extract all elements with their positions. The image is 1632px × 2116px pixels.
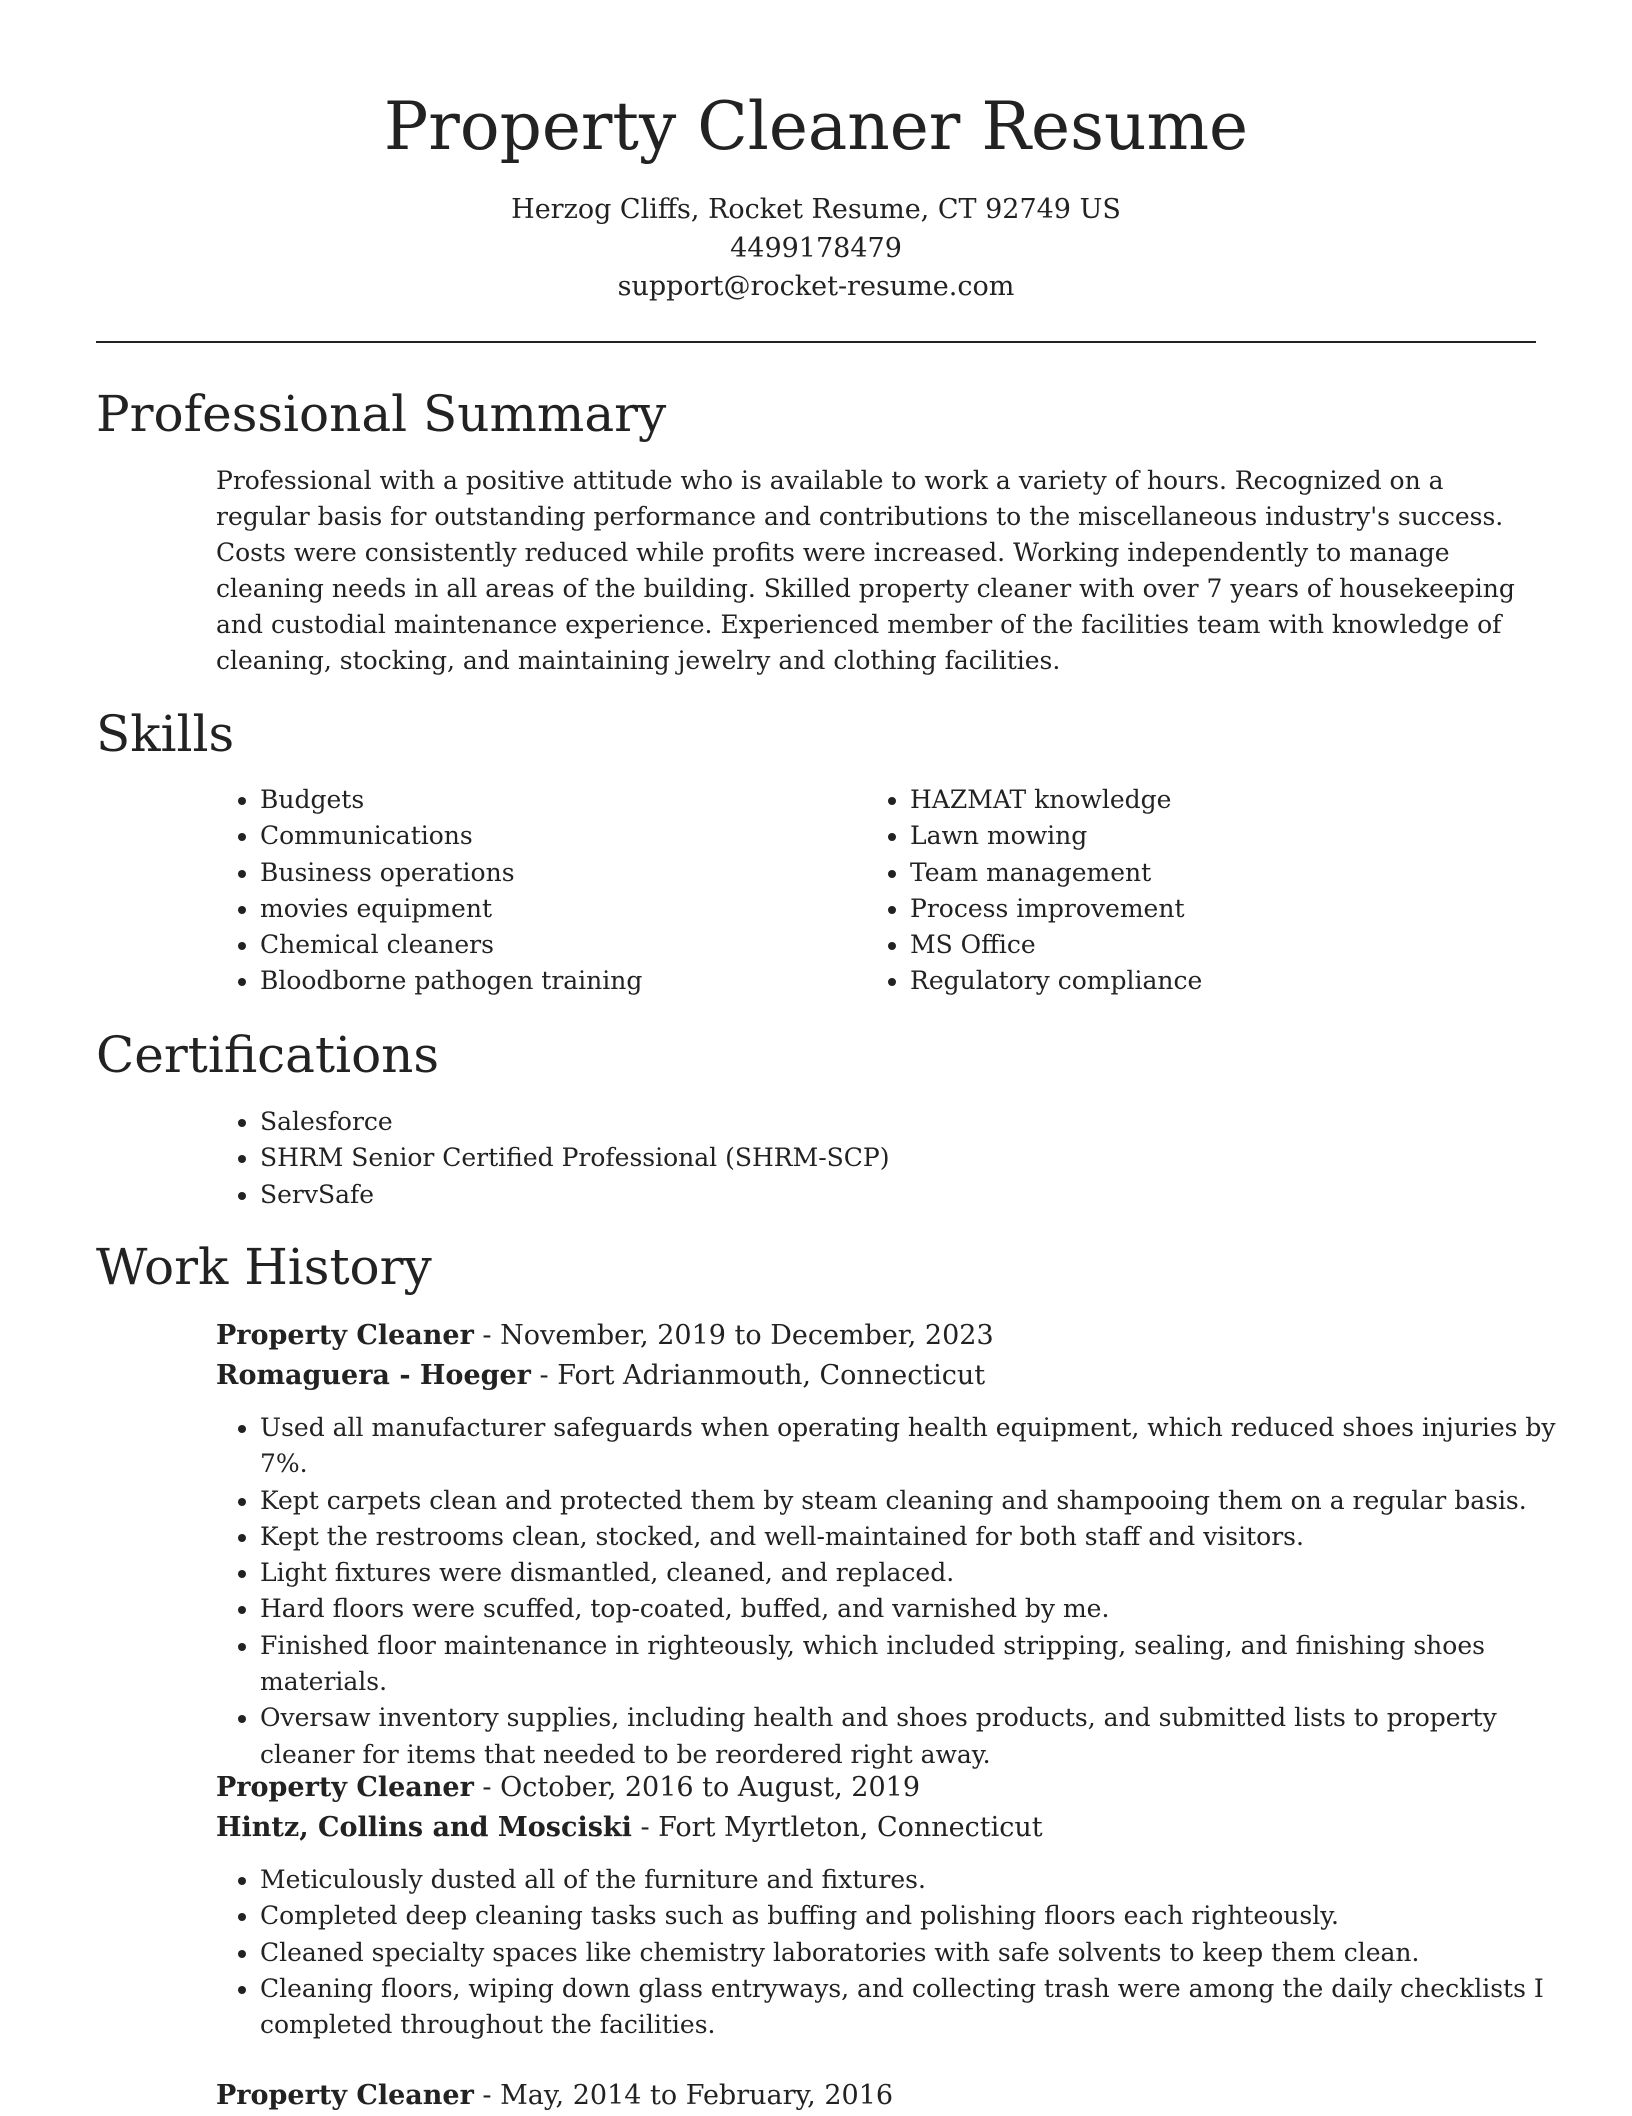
job-title-line: [216, 1316, 994, 1356]
job-company: Hintz, Collins and Mosciski: [216, 1812, 632, 1843]
skill-item: • HAZMAT knowledge: [910, 782, 1550, 818]
skill-item: • Lawn mowing: [910, 818, 1550, 854]
job-dates: November, 2019 to December, 2023: [500, 1320, 994, 1351]
certifications-list: [216, 1104, 1560, 1213]
job-location: Fort Myrtleton, Connecticut: [658, 1812, 1043, 1843]
skill-item: • Budgets: [260, 782, 860, 818]
separator: -: [631, 1812, 659, 1843]
job-bullet: • Cleaned specialty spaces like chemistry laboratories with safe solvents to keep them clean.: [260, 1935, 1580, 1971]
resume-title: Property Cleaner Resume: [383, 88, 1249, 165]
skill-item: • Team management: [910, 855, 1550, 891]
certification-item: • ServSafe: [260, 1177, 1560, 1213]
job-bullet: • Cleaning floors, wiping down glass entryways, and collecting trash were among the daily checklists I completed throughout the facilities.: [260, 1971, 1580, 2044]
job-bullets: [216, 1862, 1580, 2043]
summary-text: Professional with a positive attitude who is available to work a variety of hours. Recognized on a regular basis for outstanding performance and contributions to the miscellaneous industry's success. Costs were consistently reduced while profits were increased. Working independently to manage cleaning needs in all areas of the building. Skilled property cleaner with over 7 years of housekeeping and custodial maintenance experience. Experienced member of the facilities team with knowledge of cleaning, stocking, and maintaining jewelry and clothing facilities.: [216, 466, 1515, 675]
job-bullet: • Hard floors were scuffed, top-coated, buffed, and varnished by me.: [260, 1591, 1580, 1627]
section-title-summary: Professional Summary: [96, 385, 667, 443]
skills-list-right: [866, 782, 1550, 1000]
separator: -: [530, 1360, 558, 1391]
job-company: Romaguera - Hoeger: [216, 1360, 531, 1391]
job-bullet: • Kept carpets clean and protected them by steam cleaning and shampooing them on a regular basis.: [260, 1483, 1580, 1519]
contact-address: Herzog Cliffs, Rocket Resume, CT 92749 US: [511, 194, 1121, 225]
separator: -: [473, 1772, 501, 1803]
job-bullet: • Completed deep cleaning tasks such as buffing and polishing floors each righteously.: [260, 1898, 1580, 1934]
skill-item: • Communications: [260, 818, 860, 854]
job-bullet: • Kept the restrooms clean, stocked, and well-maintained for both staff and visitors.: [260, 1519, 1580, 1555]
header-divider: [96, 341, 1536, 343]
job-bullet: • Oversaw inventory supplies, including health and shoes products, and submitted lists to property cleaner for items that needed to be reordered right away.: [260, 1700, 1580, 1773]
job-title: Property Cleaner: [216, 1320, 474, 1351]
skill-item: • Bloodborne pathogen training: [260, 963, 860, 999]
job-company-line: [216, 1808, 1043, 1848]
separator: -: [473, 2080, 501, 2111]
job-dates: October, 2016 to August, 2019: [500, 1772, 920, 1803]
job-bullet: • Finished floor maintenance in righteously, which included stripping, sealing, and finishing shoes materials.: [260, 1628, 1580, 1701]
job-bullets: [216, 1410, 1580, 1773]
job-bullet: • Light fixtures were dismantled, cleaned, and replaced.: [260, 1555, 1580, 1591]
skill-item: • Business operations: [260, 855, 860, 891]
skill-item: • movies equipment: [260, 891, 860, 927]
section-title-work-history: Work History: [96, 1238, 432, 1296]
certification-item: • Salesforce: [260, 1104, 1560, 1140]
skills-list-left: [216, 782, 860, 1000]
job-title-line: [216, 1768, 920, 1808]
section-title-skills: Skills: [96, 705, 235, 763]
job-bullet: • Used all manufacturer safeguards when operating health equipment, which reduced shoes injuries by 7%.: [260, 1410, 1580, 1483]
certification-item: • SHRM Senior Certified Professional (SHRM-SCP): [260, 1140, 1560, 1176]
job-title: Property Cleaner: [216, 1772, 474, 1803]
skill-item: • Process improvement: [910, 891, 1550, 927]
contact-phone: 4499178479: [730, 233, 902, 264]
job-bullet: • Meticulously dusted all of the furniture and fixtures.: [260, 1862, 1580, 1898]
section-title-certifications: Certifications: [96, 1026, 440, 1084]
separator: -: [473, 1320, 501, 1351]
job-location: Fort Adrianmouth, Connecticut: [557, 1360, 986, 1391]
job-title-line: [216, 2076, 893, 2116]
contact-email: support@rocket-resume.com: [617, 271, 1015, 302]
job-company-line: [216, 1356, 985, 1396]
skill-item: • Chemical cleaners: [260, 927, 860, 963]
job-title: Property Cleaner: [216, 2080, 474, 2111]
skill-item: • Regulatory compliance: [910, 963, 1550, 999]
job-dates: May, 2014 to February, 2016: [500, 2080, 894, 2111]
skill-item: • MS Office: [910, 927, 1550, 963]
